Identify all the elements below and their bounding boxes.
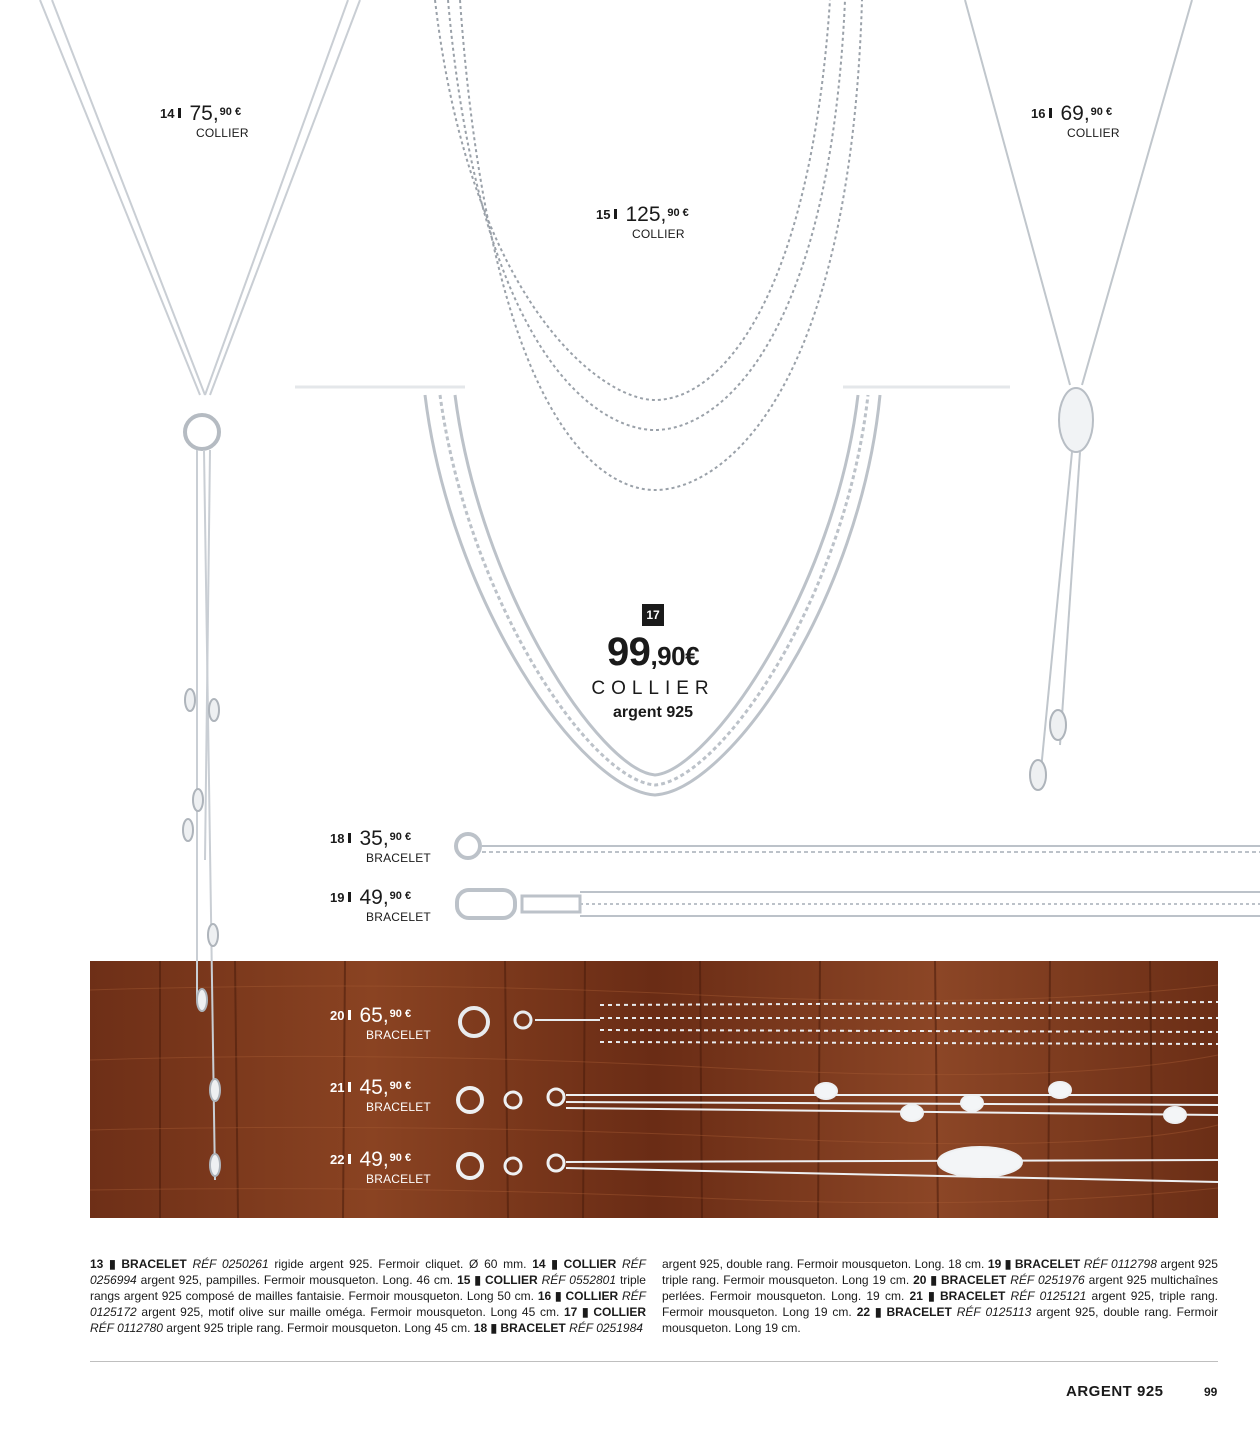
price-tag-18 <box>330 828 431 864</box>
necklace-17-image <box>295 387 1010 795</box>
separator-bar <box>348 833 351 843</box>
section-title: ARGENT 925 <box>1066 1383 1164 1400</box>
desc-17: 17 ▮ COLLIER RÉF 0112780 argent 925 triple rang. Fermoir mousqueton. Long 45 cm. <box>90 1305 646 1335</box>
price-main: 75, <box>189 102 219 125</box>
price-main: 49, <box>359 1148 389 1171</box>
bracelet-19-image <box>457 890 1260 918</box>
item-number: 14 <box>160 106 175 121</box>
product-label: COLLIER <box>1067 126 1120 140</box>
material-label: argent 925 <box>612 704 694 721</box>
item-number: 16 <box>1031 106 1046 121</box>
price-main: 99 <box>606 630 651 674</box>
price-main: 69, <box>1060 102 1090 125</box>
bracelet-18-image <box>456 834 1260 858</box>
item-number: 21 <box>330 1080 345 1095</box>
product-label: BRACELET <box>366 851 431 865</box>
price-cents: 90 € <box>389 1080 412 1092</box>
price-cents: 90 € <box>389 890 412 902</box>
desc-20: 20 ▮ BRACELET RÉF 0251976 argent 925 multichaînes perlées. Fermoir mousqueton. Long. 19 cm. <box>662 1273 1218 1303</box>
price-cents: 90 € <box>1090 106 1113 118</box>
price-tag-19 <box>330 887 431 923</box>
item-number-badge: 17 <box>642 604 664 626</box>
separator-bar <box>348 1082 351 1092</box>
desc-18-start: 18 ▮ BRACELET RÉF 0251984 <box>473 1321 643 1335</box>
separator-bar <box>614 209 617 219</box>
price-tag-15 <box>596 204 689 240</box>
desc-22: 22 ▮ BRACELET RÉF 0125113 argent 925, double rang. Fermoir mousqueton. Long 19 cm. <box>662 1305 1218 1335</box>
description-column-2 <box>662 1256 1218 1336</box>
featured-price-17 <box>560 604 746 722</box>
desc-21: 21 ▮ BRACELET RÉF 0125121 argent 925, triple rang. Fermoir mousqueton. Long 19 cm. <box>662 1289 1218 1319</box>
price-cents: 90 € <box>389 831 412 843</box>
product-label: COLLIER <box>632 227 685 241</box>
featured-price <box>560 632 746 672</box>
product-label: COLLIER <box>196 126 249 140</box>
price-cents: 90 € <box>389 1008 412 1020</box>
item-number: 20 <box>330 1008 345 1023</box>
separator-bar <box>1049 108 1052 118</box>
product-label: BRACELET <box>366 1172 431 1186</box>
description-column-1 <box>90 1256 646 1336</box>
product-label: BRACELET <box>366 1028 431 1042</box>
page-number: 99 <box>1204 1385 1218 1399</box>
price-main: 49, <box>359 886 389 909</box>
price-tag-16 <box>1031 103 1120 139</box>
desc-15: 15 ▮ COLLIER RÉF 0552801 triple rangs argent 925 composé de mailles fantaisie. Fermoir mousqueton. Long 50 cm. <box>90 1273 646 1303</box>
price-main: 65, <box>359 1004 389 1027</box>
price-cents: ,90€ <box>650 641 700 671</box>
desc-13: 13 ▮ BRACELET RÉF 0250261 rigide argent 925. Fermoir cliquet. Ø 60 mm. <box>90 1257 533 1271</box>
price-tag-21 <box>330 1077 431 1113</box>
price-tag-20 <box>330 1005 431 1041</box>
item-number: 22 <box>330 1152 345 1167</box>
desc-18-end: argent 925, double rang. Fermoir mousqueton. Long. 18 cm. <box>662 1257 988 1271</box>
item-number: 19 <box>330 890 345 905</box>
separator-bar <box>178 108 181 118</box>
separator-bar <box>348 892 351 902</box>
price-main: 45, <box>359 1076 389 1099</box>
footer-divider <box>90 1361 1218 1362</box>
separator-bar <box>348 1010 351 1020</box>
price-main: 125, <box>625 203 667 226</box>
separator-bar <box>348 1154 351 1164</box>
price-tag-22 <box>330 1149 431 1185</box>
desc-16: 16 ▮ COLLIER RÉF 0125172 argent 925, motif olive sur maille oméga. Fermoir mousqueton. Long 45 cm. <box>90 1289 646 1319</box>
product-label: BRACELET <box>366 1100 431 1114</box>
desc-19: 19 ▮ BRACELET RÉF 0112798 argent 925 triple rang. Fermoir mousqueton. Long 19 cm. <box>662 1257 1218 1287</box>
price-cents: 90 € <box>389 1152 412 1164</box>
item-number: 15 <box>596 207 611 222</box>
price-main: 35, <box>359 827 389 850</box>
product-label: COLLIER <box>591 678 715 699</box>
product-label: BRACELET <box>366 910 431 924</box>
necklace-15-image <box>435 0 862 490</box>
desc-14: 14 ▮ COLLIER RÉF 0256994 argent 925, pampilles. Fermoir mousqueton. Long. 46 cm. <box>90 1257 646 1287</box>
price-cents: 90 € <box>219 106 242 118</box>
price-cents: 90 € <box>667 207 689 219</box>
price-tag-14 <box>160 103 249 139</box>
item-number: 18 <box>330 831 345 846</box>
